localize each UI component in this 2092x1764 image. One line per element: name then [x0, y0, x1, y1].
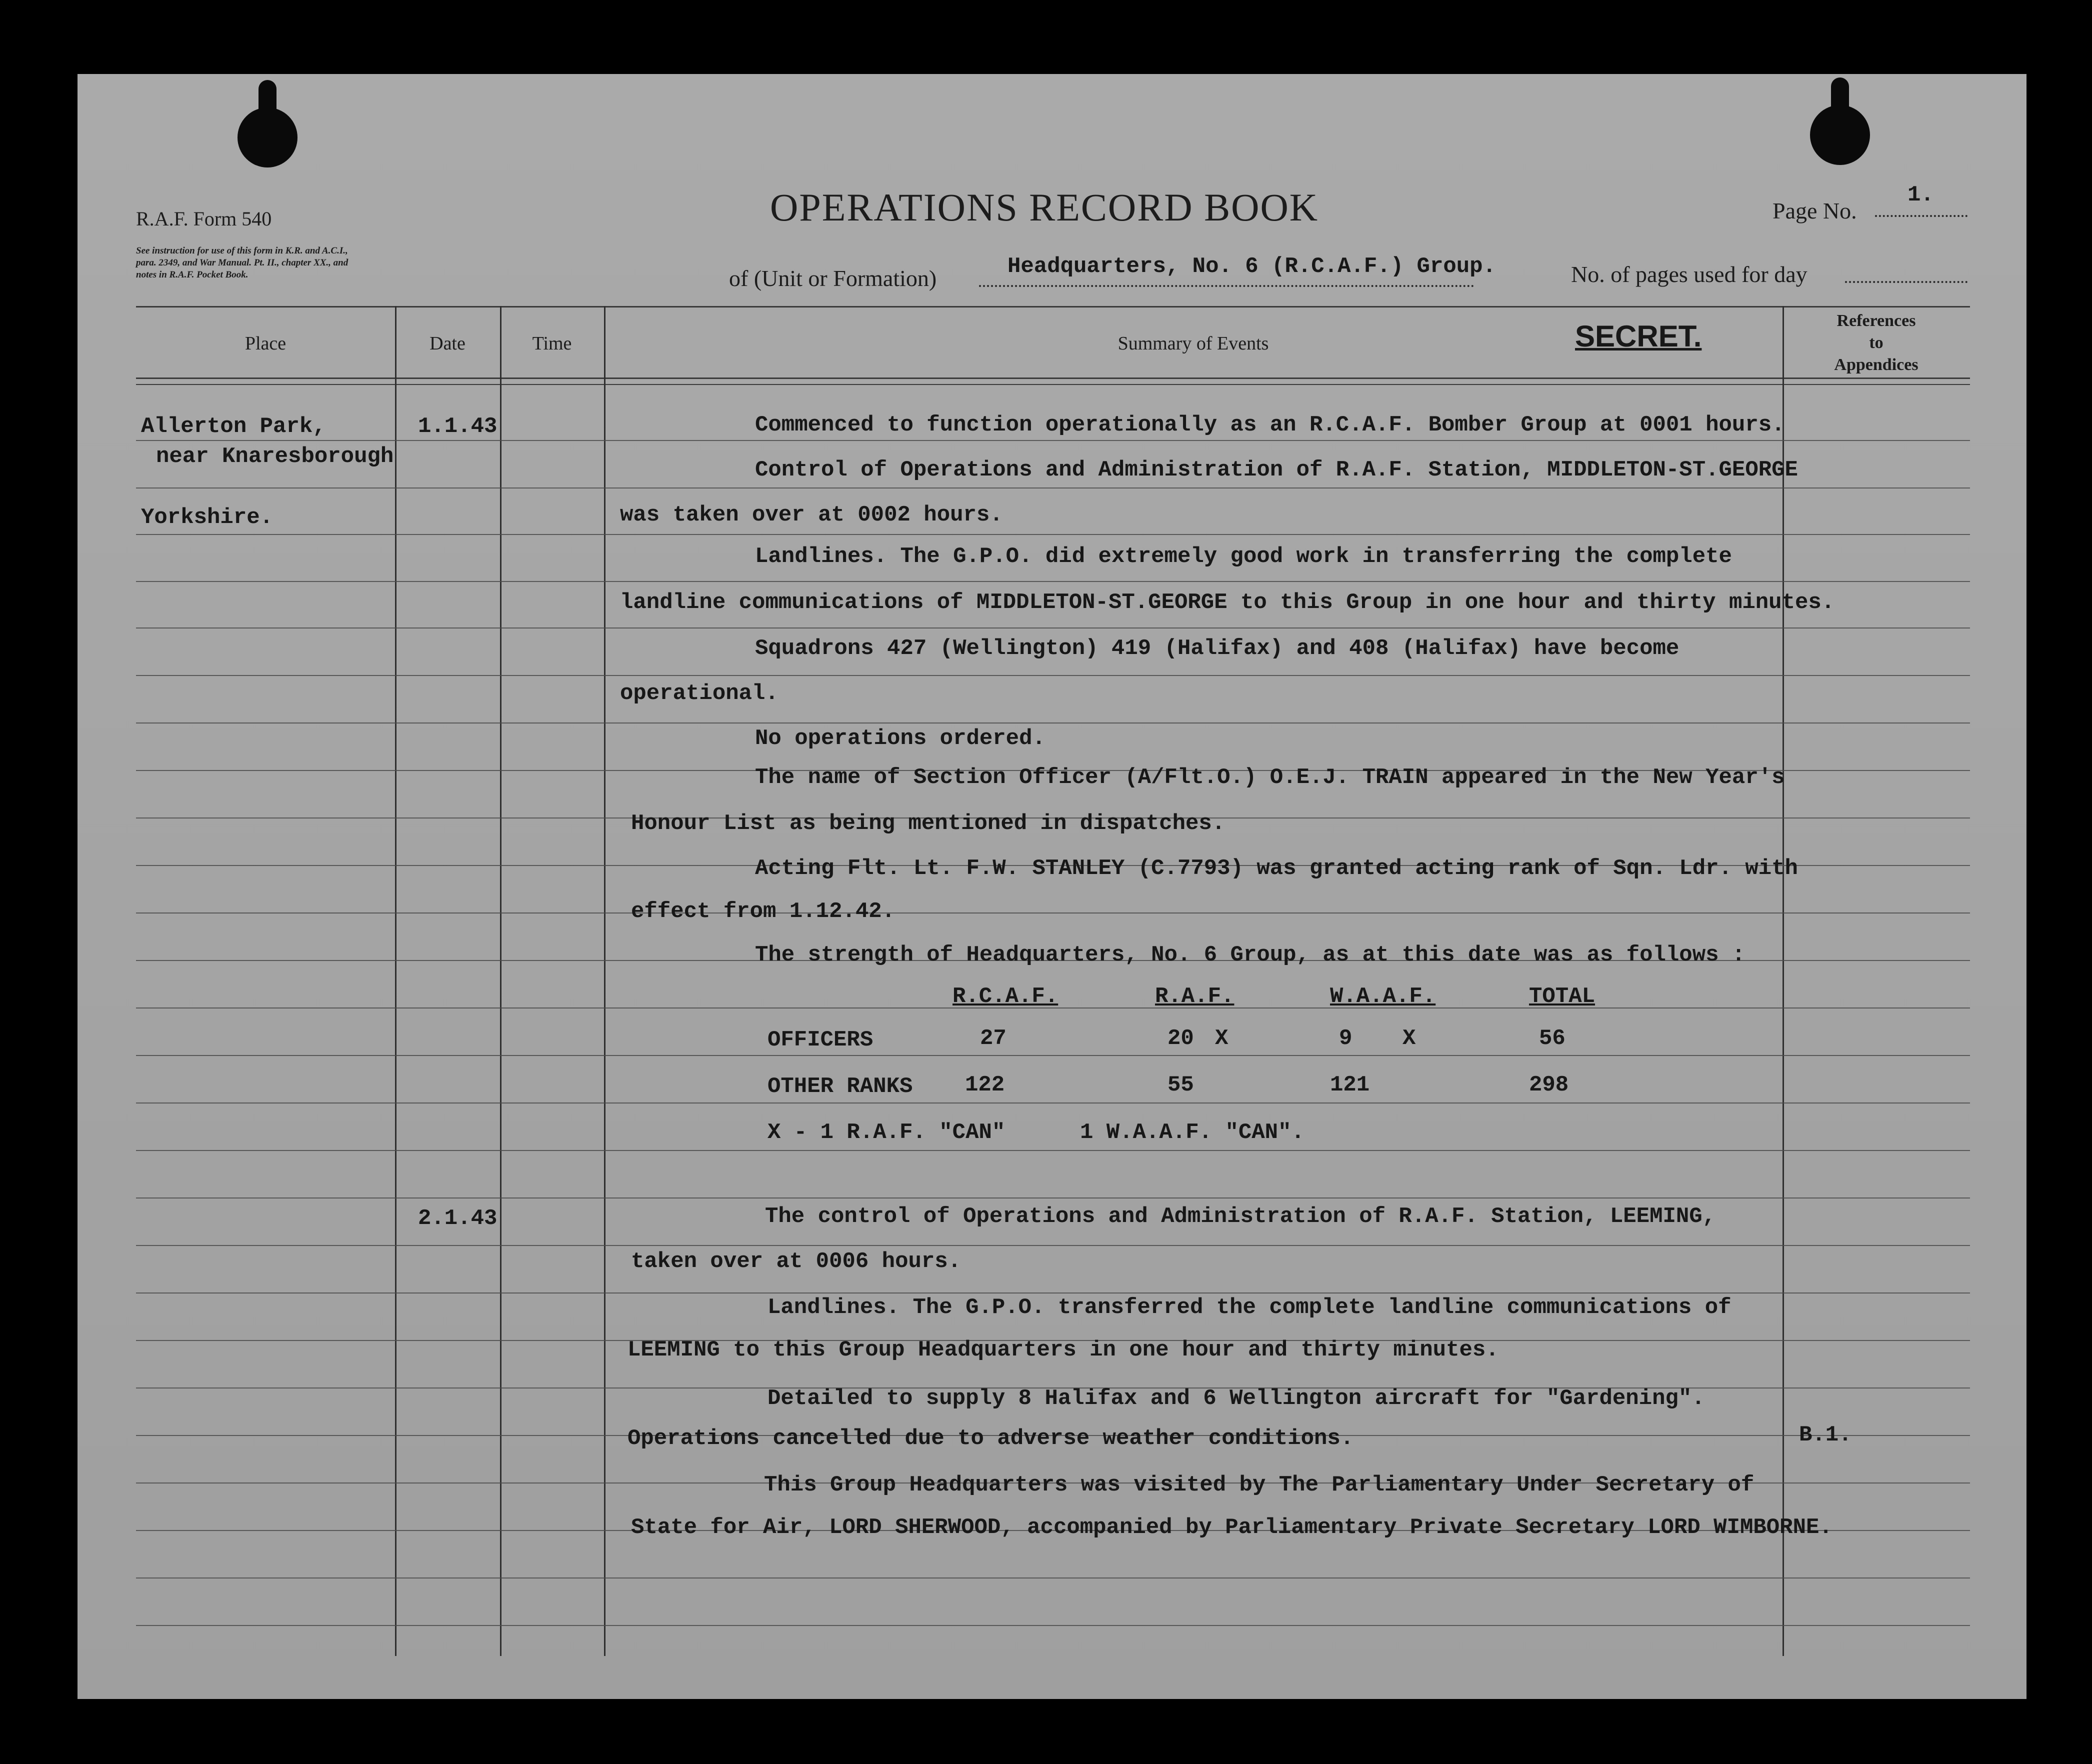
summary-line: The name of Section Officer (A/Flt.O.) O.E.J. TRAIN appeared in the New Year's — [755, 765, 1785, 790]
pages-used-dotted-line — [1845, 281, 1968, 283]
column-header-date: Date — [430, 333, 466, 354]
summary-line: Landlines. The G.P.O. did extremely good work in transferring the complete — [755, 544, 1732, 569]
summary-line: Acting Flt. Lt. F.W. STANLEY (C.7793) was granted acting rank of Sqn. Ldr. with — [755, 856, 1798, 881]
strength-header-total: TOTAL — [1529, 984, 1596, 1009]
date-entry: 2.1.43 — [418, 1206, 498, 1231]
column-header-place: Place — [244, 333, 286, 354]
pages-used-label: No. of pages used for day — [1571, 262, 1808, 287]
unit-label: of (Unit or Formation) — [729, 266, 937, 291]
summary-line: The strength of Headquarters, No. 6 Group, as at this date was as follows : — [755, 942, 1746, 968]
strength-row-label: OTHER RANKS — [768, 1074, 913, 1099]
summary-line: Squadrons 427 (Wellington) 419 (Halifax) and 408 (Halifax) have become — [755, 636, 1680, 661]
references-header-line: to — [1869, 334, 1884, 352]
form-number: R.A.F. Form 540 — [136, 208, 272, 230]
summary-line: Detailed to supply 8 Halifax and 6 Wellington aircraft for "Gardening". — [768, 1386, 1705, 1411]
summary-line: This Group Headquarters was visited by The Parliamentary Under Secretary of — [764, 1472, 1754, 1498]
summary-line: Operations cancelled due to adverse weather conditions. — [628, 1426, 1354, 1451]
column-divider-place — [395, 306, 396, 1656]
strength-cell: 27 — [980, 1026, 1006, 1051]
strength-mark: X — [1402, 1026, 1416, 1051]
summary-line: was taken over at 0002 hours. — [620, 502, 1003, 528]
strength-row-label: OFFICERS — [768, 1028, 874, 1052]
column-header-references — [1782, 310, 1970, 376]
strength-cell: 121 — [1330, 1072, 1370, 1098]
appendix-reference: B.1. — [1799, 1422, 1852, 1448]
strength-header-waaf: W.A.A.F. — [1330, 984, 1436, 1009]
strength-cell: 298 — [1529, 1072, 1569, 1098]
strength-note: X - 1 R.A.F. "CAN" — [768, 1120, 1006, 1145]
page-number-label: Page No. — [1772, 198, 1857, 224]
column-divider-summary — [1782, 306, 1784, 1656]
punch-hole-right — [1810, 105, 1870, 165]
instruction-line: notes in R.A.F. Pocket Book. — [136, 270, 248, 280]
header-bottom-border — [136, 378, 1970, 379]
references-header-line: Appendices — [1834, 356, 1918, 374]
secret-stamp: SECRET. — [1575, 320, 1702, 353]
strength-cell: 56 — [1539, 1026, 1566, 1051]
summary-line: effect from 1.12.42. — [631, 899, 896, 924]
strength-cell: 55 — [1168, 1072, 1194, 1098]
date-entry: 1.1.43 — [418, 414, 498, 439]
column-divider-time — [604, 306, 606, 1656]
place-line: Allerton Park, — [141, 414, 326, 439]
column-header-summary: Summary of Events — [1118, 333, 1269, 354]
place-line: Yorkshire. — [141, 505, 274, 530]
instruction-line: para. 2349, and War Manual. Pt. II., chapter XX., and — [136, 258, 348, 268]
strength-mark: X — [1215, 1026, 1228, 1051]
strength-cell: 9 — [1339, 1026, 1352, 1051]
table-top-border — [136, 306, 1970, 308]
summary-line: Landlines. The G.P.O. transferred the complete landline communications of — [768, 1295, 1732, 1320]
place-line: near Knaresborough — [156, 444, 394, 469]
strength-note: 1 W.A.A.F. "CAN". — [1080, 1120, 1304, 1145]
summary-line: Commenced to function operationally as an R.C.A.F. Bomber Group at 0001 hours. — [755, 412, 1785, 438]
references-header-line: References — [1836, 312, 1916, 330]
column-divider-date — [500, 306, 502, 1656]
summary-line: The control of Operations and Administration of R.A.F. Station, LEEMING, — [765, 1204, 1716, 1229]
unit-dotted-line — [979, 285, 1474, 287]
page-number-value: 1. — [1908, 182, 1934, 208]
strength-header-raf: R.A.F. — [1155, 984, 1234, 1009]
strength-header-rcaf: R.C.A.F. — [952, 984, 1058, 1009]
summary-line: operational. — [620, 681, 778, 706]
header-double-border — [136, 384, 1970, 385]
summary-line: LEEMING to this Group Headquarters in one hour and thirty minutes. — [628, 1338, 1499, 1362]
punch-hole-left — [238, 108, 298, 168]
summary-line: Honour List as being mentioned in dispatches. — [631, 811, 1226, 836]
summary-line: taken over at 0006 hours. — [631, 1249, 962, 1274]
summary-line: Control of Operations and Administration of R.A.F. Station, MIDDLETON-ST.GEORGE — [755, 458, 1798, 482]
strength-cell: 122 — [965, 1072, 1005, 1098]
summary-line: No operations ordered. — [755, 726, 1046, 751]
page-title: OPERATIONS RECORD BOOK — [770, 186, 1319, 229]
strength-cell: 20 — [1168, 1026, 1194, 1051]
column-header-time: Time — [532, 333, 572, 354]
unit-value: Headquarters, No. 6 (R.C.A.F.) Group. — [1008, 254, 1496, 279]
instruction-line: See instruction for use of this form in K.R. and A.C.I., — [136, 246, 348, 256]
page-number-dotted-line — [1875, 215, 1968, 217]
form-instructions — [136, 245, 348, 281]
document-sheet — [78, 74, 2026, 1699]
summary-line: State for Air, LORD SHERWOOD, accompanied by Parliamentary Private Secretary LORD WIMBORNE. — [631, 1515, 1832, 1540]
summary-line: landline communications of MIDDLETON-ST.GEORGE to this Group in one hour and thirty minutes. — [620, 590, 1835, 615]
